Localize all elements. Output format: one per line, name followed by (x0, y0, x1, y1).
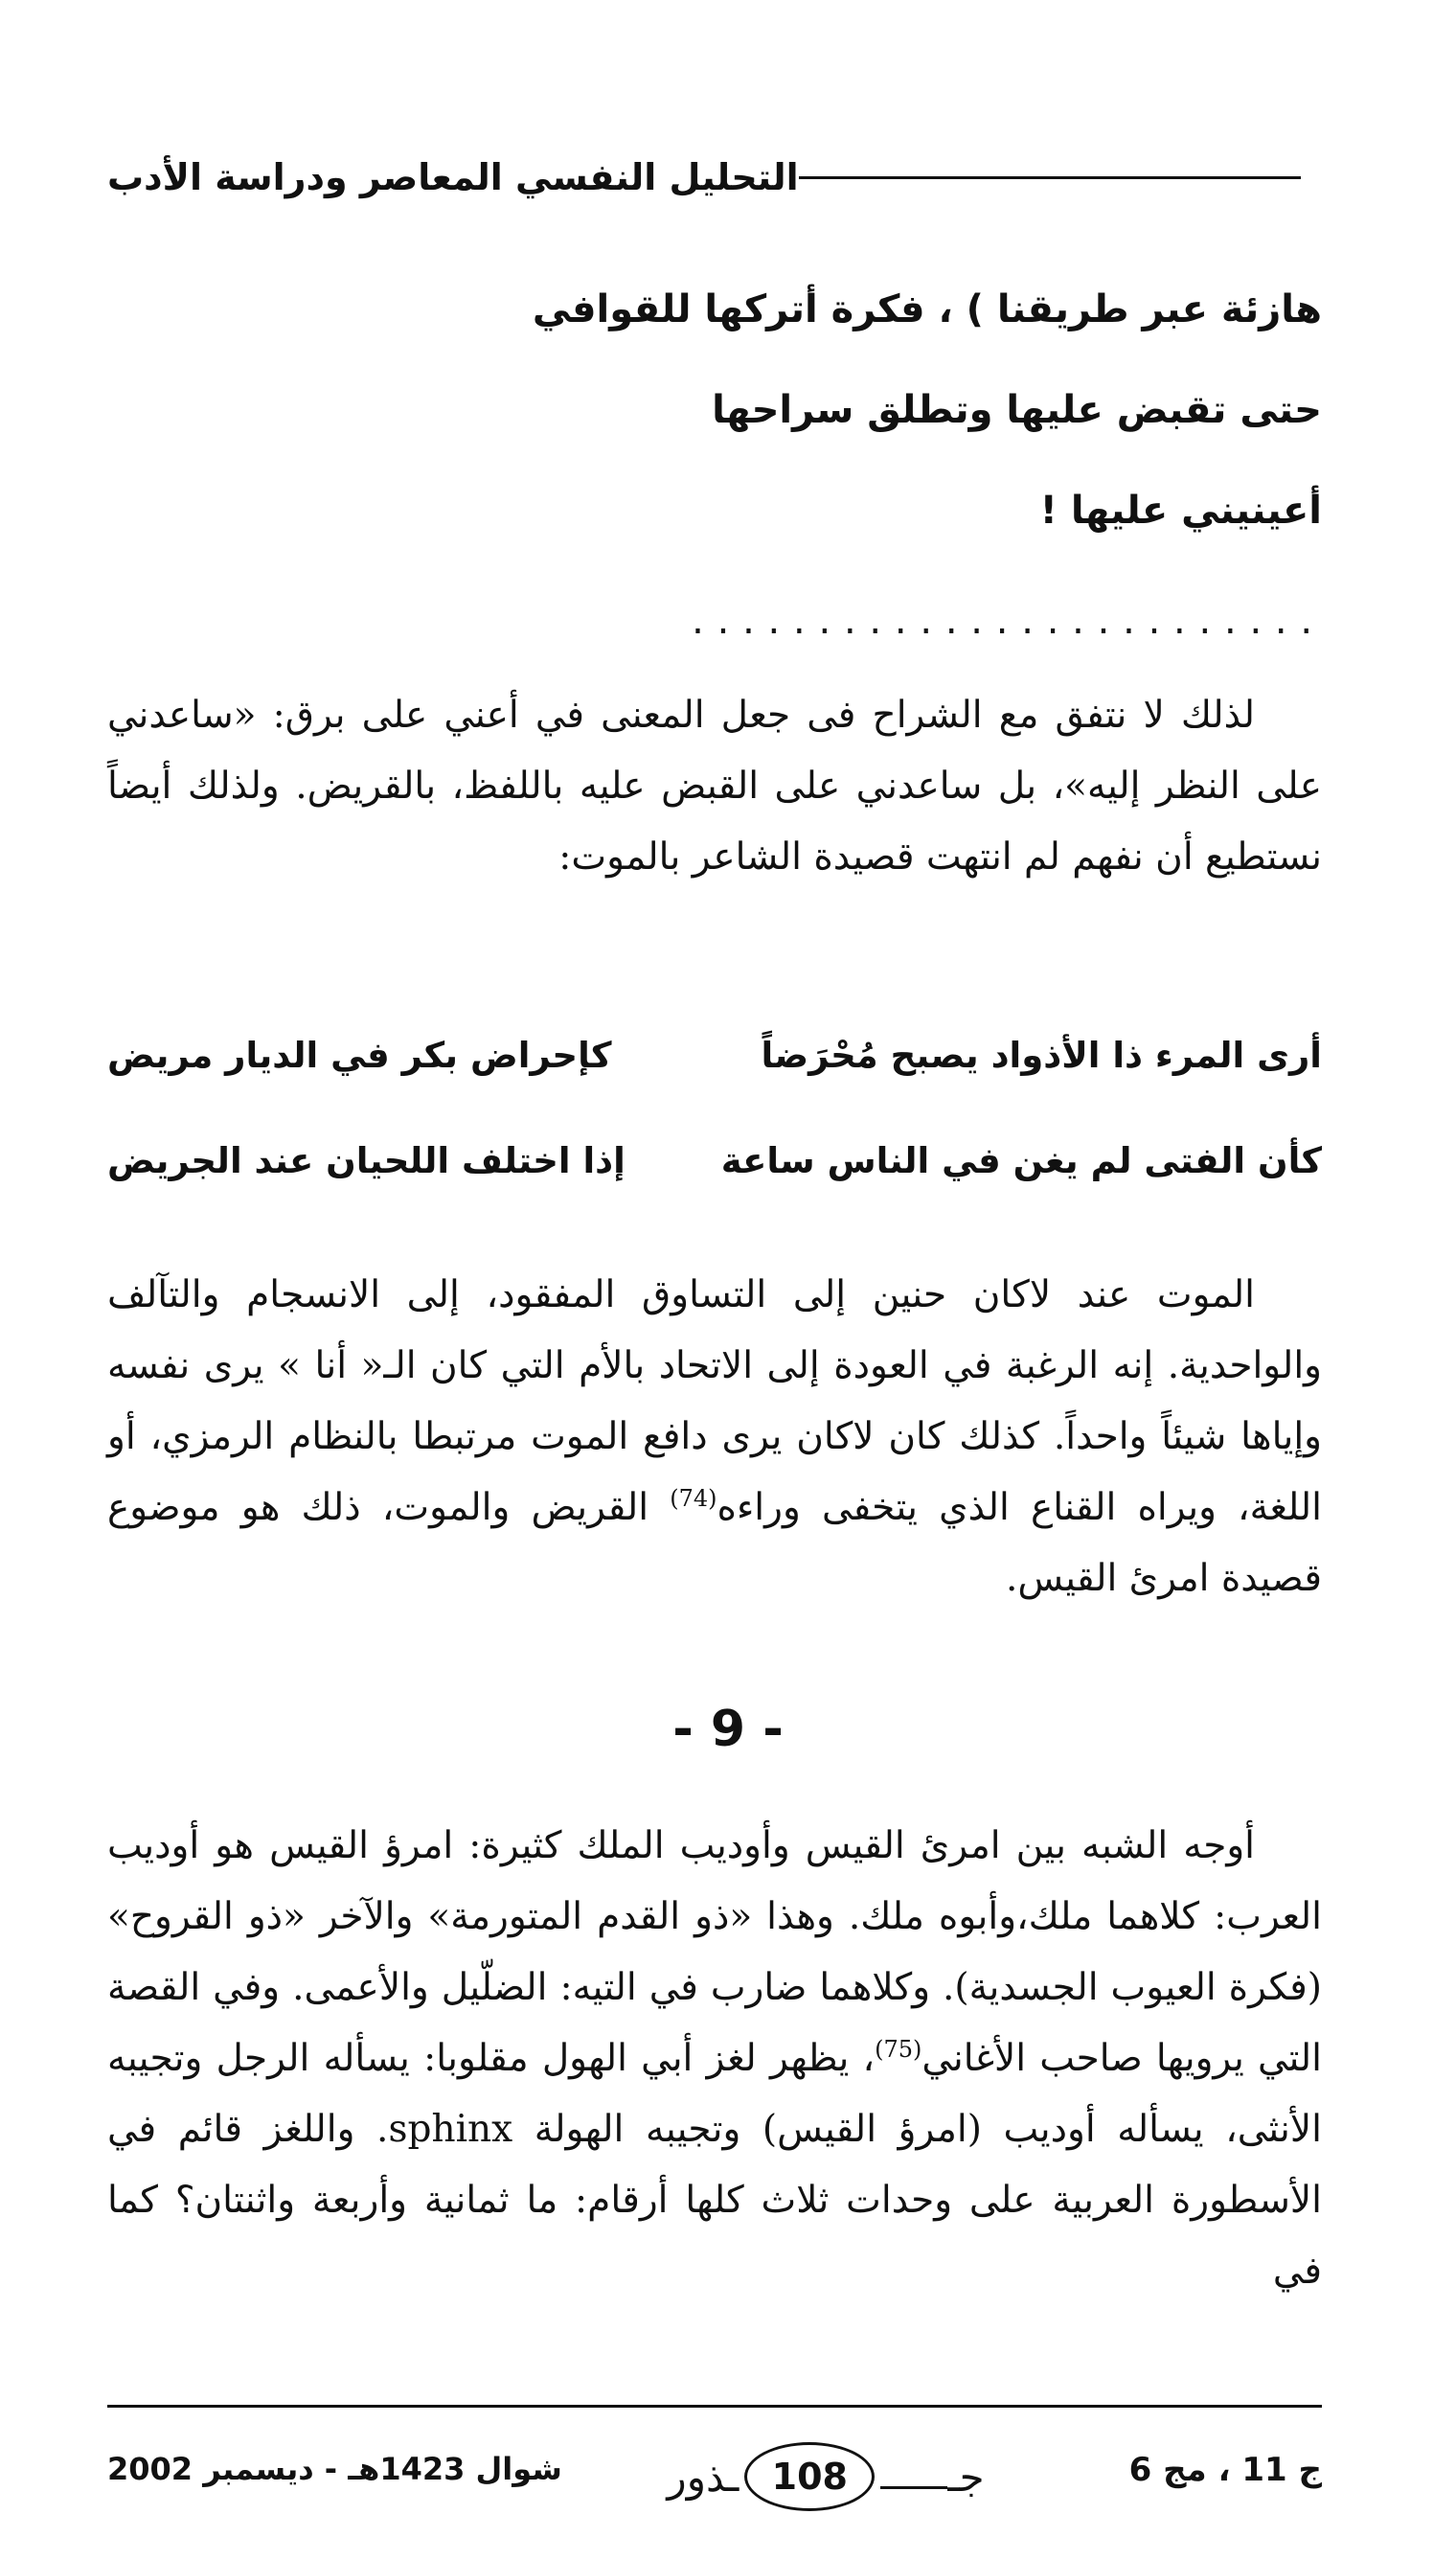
verse-1-second-hemistich: كإحراض بكر في الديار مريض (107, 1035, 612, 1076)
latin-term-sphinx: sphinx (388, 2108, 513, 2151)
journal-name-end: ـذور (667, 2453, 739, 2501)
footnote-ref-74: (74) (670, 1485, 717, 1512)
paragraph-1-text: لذلك لا نتفق مع الشراح فى جعل المعنى في أعني على برق: «ساعدني على النظر إليه»، بل ساعدني على القبض عليه باللفظ، بالقريض. ولذلك أيضاً نستطيع أن نفهم لم انتهت قصيدة الشاعر بالموت: (107, 694, 1322, 879)
paragraph-2 (107, 1260, 1322, 1614)
page-footer (107, 2434, 1322, 2520)
issue-info: ج 11 ، مج 6 (1128, 2451, 1322, 2489)
footer-rule (107, 2405, 1322, 2408)
journal-page-mark (625, 2434, 1027, 2520)
publication-date: شوال 1423هـ - ديسمبر 2002 (107, 2451, 562, 2487)
journal-name-start: جـ (947, 2453, 985, 2501)
verse-row-2 (107, 1140, 1322, 1207)
paragraph-3-text-a: أوجه الشبه بين امرئ القيس وأوديب الملك كثيرة: امرؤ القيس هو أوديب العرب: كلاهما ملك،وأبوه ملك. وهذا «ذو القدم المتورمة» والآخر «ذو القروح» (فكرة العيوب الجسدية). وكلاهما ضارب في التيه: الضلّيل والأعمى. وفي القصة التي يرويها صاحب الأغاني (107, 1824, 1322, 2080)
verse-2-first-hemistich: كأن الفتى لم يغن في الناس ساعة (720, 1140, 1322, 1181)
poem-line-1: هازئة عبر طريقنا ) ، فكرة أتركها للقوافي (532, 287, 1322, 331)
page-number: 108 (744, 2442, 875, 2511)
running-title: التحليل النفسي المعاصر ودراسة الأدب (107, 156, 799, 198)
ellipsis-separator: ......................... (688, 604, 1322, 642)
journal-dash-right (880, 2486, 947, 2489)
paragraph-2-text-a: الموت عند لاكان حنين إلى التساوق المفقود، إلى الانسجام والتآلف والواحدية. إنه الرغبة في العودة إلى الاتحاد بالأم التي كان الـ« أنا » يرى نفسه وإياها شيئاً واحداً. كذلك كان لاكان يرى دافع الموت مرتبطا بالنظام الرمزي، أو اللغة، ويراه القناع الذي يتخفى وراءه (107, 1273, 1323, 1529)
running-header (107, 144, 1322, 211)
poem-line-2: حتى تقبض عليها وتطلق سراحها (712, 388, 1322, 432)
verse-row-1 (107, 1035, 1322, 1102)
paragraph-3-text-c: . واللغز قائم في الأسطورة العربية على وحدات ثلاث كلها أرقام: ما ثمانية وأربعة واثنتان؟ كما في (107, 2108, 1322, 2293)
paragraph-3 (107, 1811, 1322, 2307)
poem-line-3: أعينيني عليها ! (1039, 489, 1322, 533)
verse-1-first-hemistich: أرى المرء ذا الأذواد يصبح مُحْرَضاً (761, 1035, 1322, 1076)
paragraph-2-text-b: القريض والموت، ذلك هو موضوع قصيدة امرئ القيس. (107, 1486, 1322, 1600)
header-rule (799, 176, 1301, 179)
paragraph-1 (107, 680, 1322, 893)
footnote-ref-75: (75) (875, 2036, 922, 2063)
paragraph-3-text-b: ، يظهر لغز أبي الهول مقلوبا: يسأله الرجل وتجيبه الأنثى، يسأله أوديب (امرؤ القيس) وتجيبه الهولة (107, 2037, 1322, 2151)
verse-2-second-hemistich: إذا اختلف اللحيان عند الجريض (107, 1140, 626, 1181)
section-number: - 9 - (672, 1701, 784, 1758)
